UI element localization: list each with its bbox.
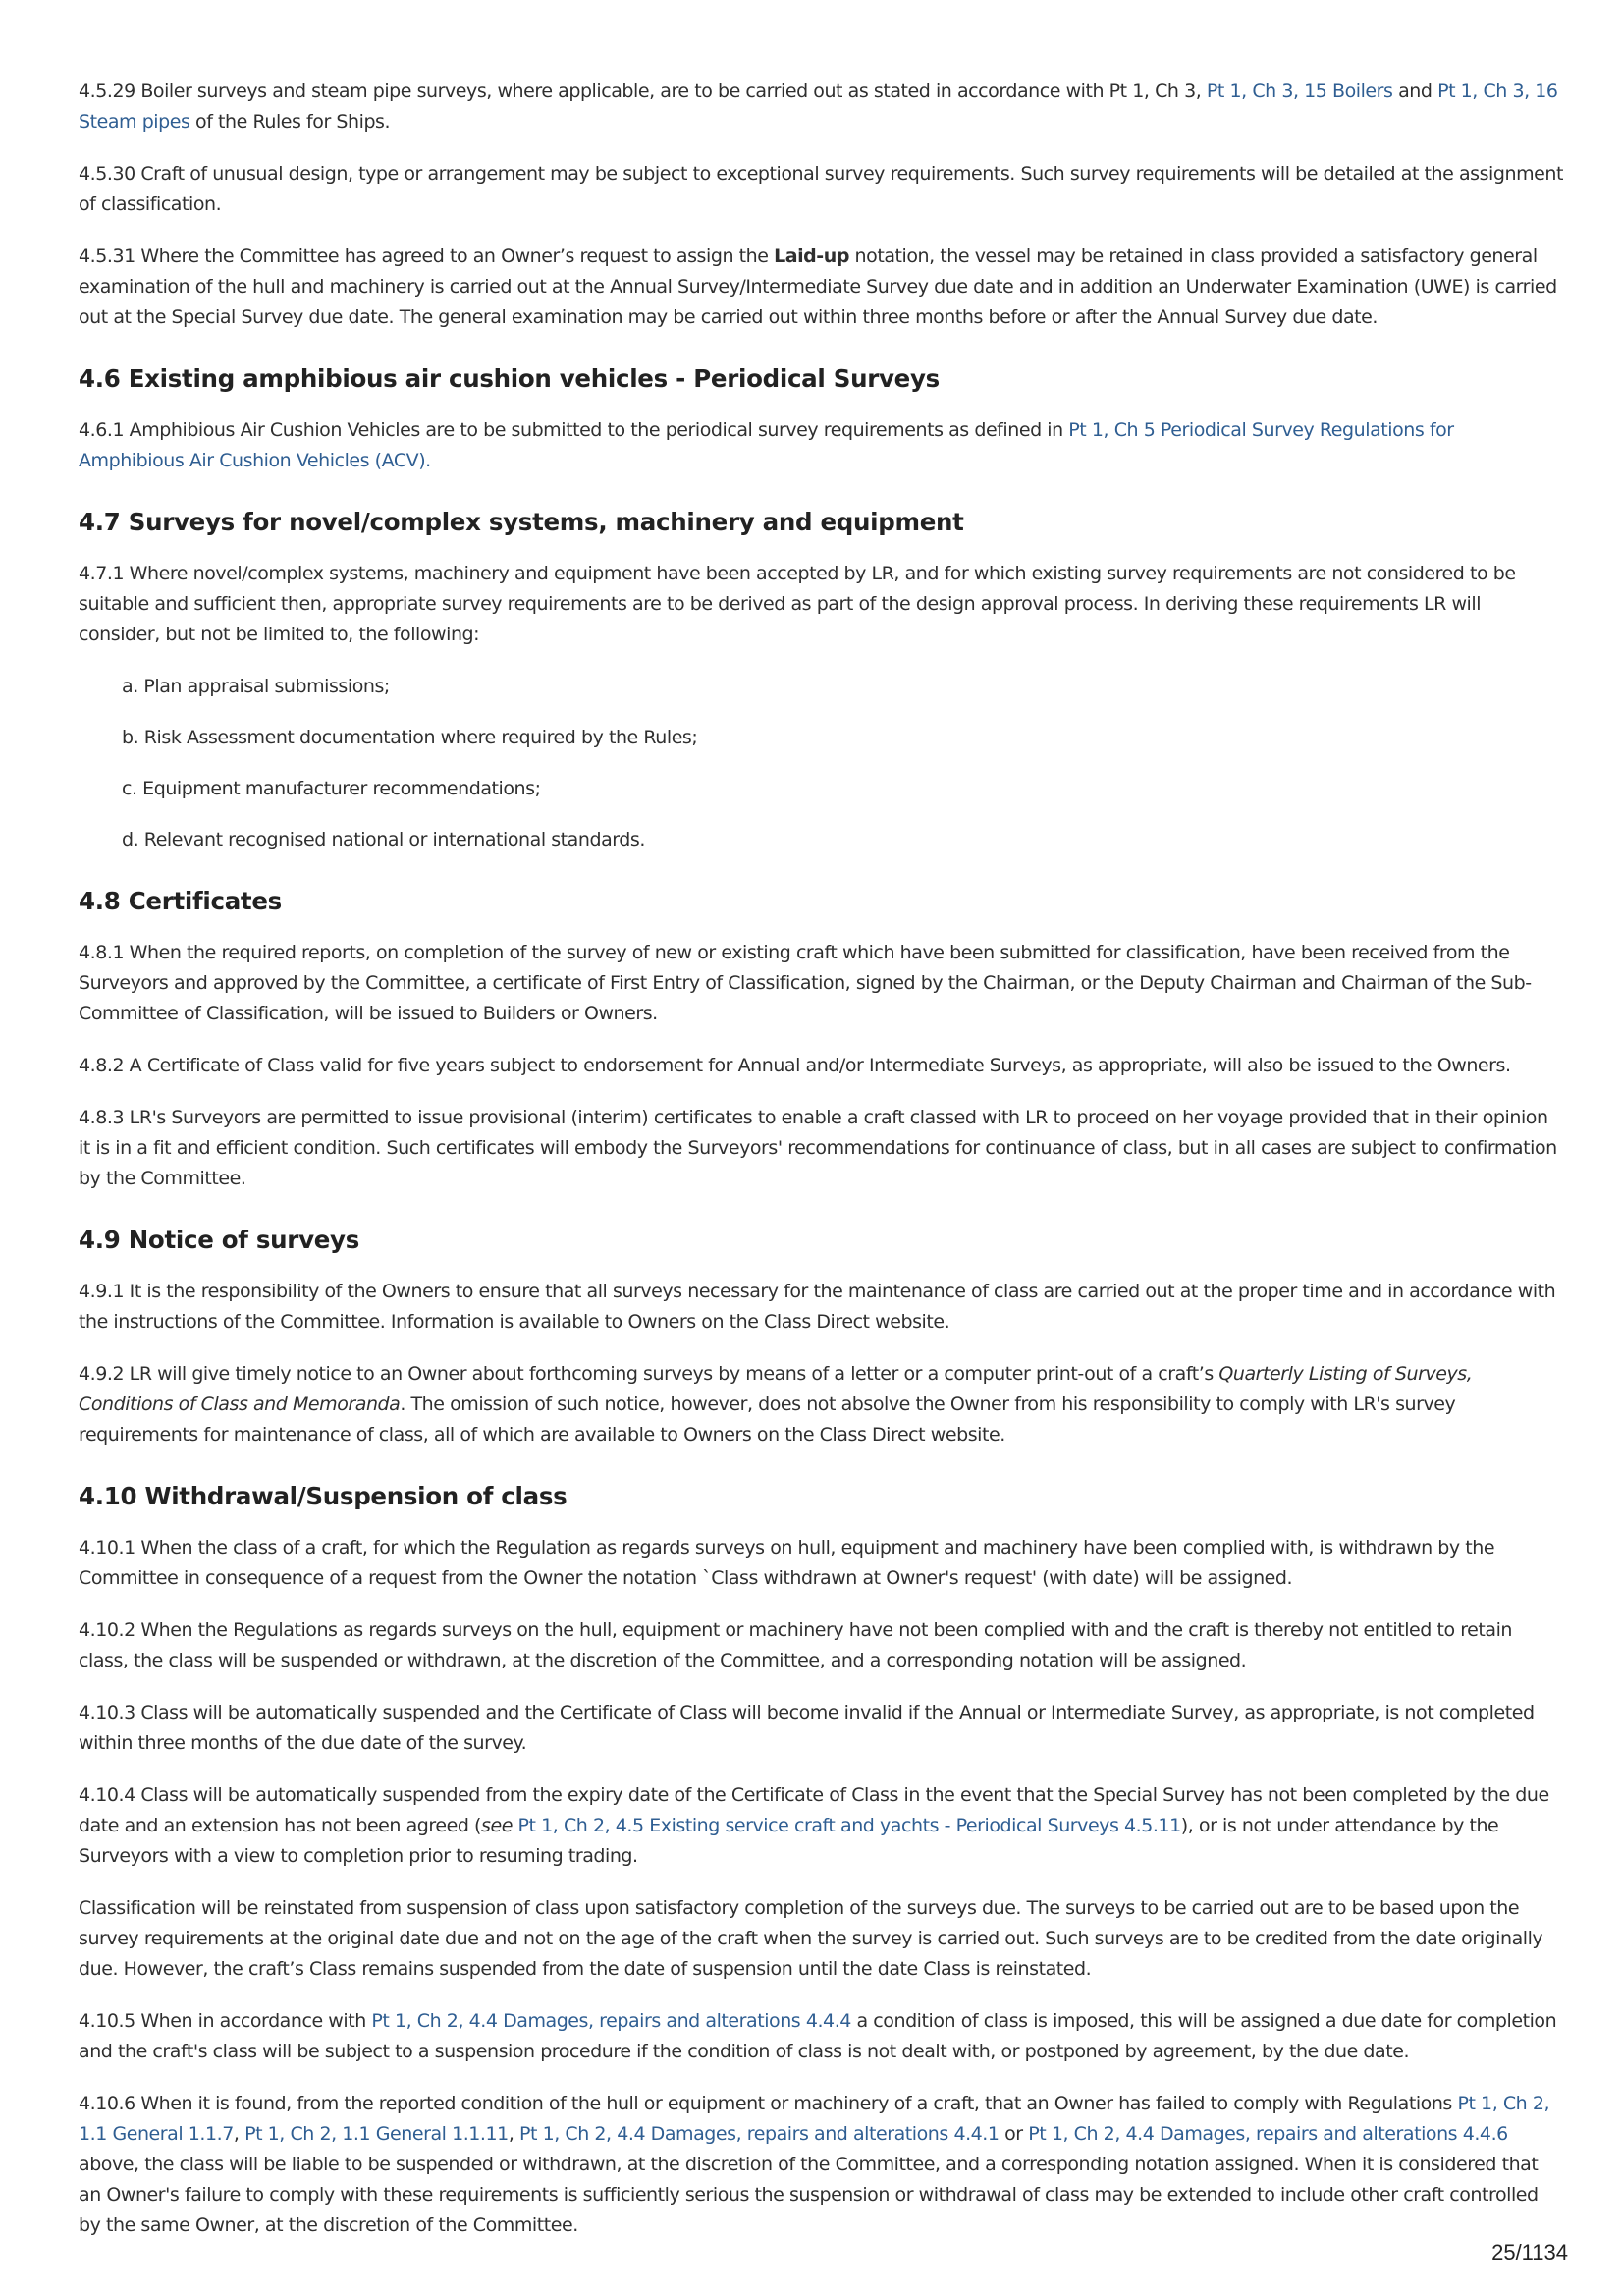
paragraph-text: 4.9.2 LR will give timely notice to an Owner about forthcoming surveys by means of a letter or a computer print-out of a craft’s bbox=[79, 1363, 1219, 1385]
paragraph-text: above, the class will be liable to be suspended or withdrawn, at the discretion of the Committee, and a corresponding notation assigned. When it is considered that an Owner's failure to comply with these requirements is sufficiently serious the suspension or withdrawal of class may be extended to include other craft controlled by the same Owner, at the discretion of the Committee. bbox=[79, 2154, 1539, 2236]
link-boilers[interactable]: Pt 1, Ch 3, 15 Boilers bbox=[1206, 81, 1393, 102]
link-general-1-1-11[interactable]: Pt 1, Ch 2, 1.1 General 1.1.11 bbox=[244, 2123, 509, 2145]
document-body bbox=[79, 77, 1563, 2263]
paragraph-reinstatement: Classification will be reinstated from suspension of class upon satisfactory completion of the surveys due. The surveys to be carried out are to be based upon the survey requirements at the original date due and not on the age of the craft when the survey is carried out. Such surveys are to be credited from the date originally due. However, the craft’s Class remains suspended from the date of suspension until the date Class is reinstated. bbox=[79, 1897, 1543, 1980]
paragraph-4-6-1 bbox=[79, 415, 1563, 476]
separator: , bbox=[508, 2123, 519, 2145]
paragraph-4-8-1: 4.8.1 When the required reports, on completion of the survey of new or existing craft which have been submitted for classification, have been received from the Surveyors and approved by the Committee, a certificate of First Entry of Classification, signed by the Chairman, or the Deputy Chairman and Chairman of the Sub-Committee of Classification, will be issued to Builders or Owners. bbox=[79, 942, 1532, 1024]
separator: or bbox=[999, 2123, 1029, 2145]
paragraph-4-8-2: 4.8.2 A Certificate of Class valid for five years subject to endorsement for Annual and/or Intermediate Surveys, as appropriate, will also be issued to the Owners. bbox=[79, 1055, 1511, 1076]
paragraph-text: . The omission of such notice, however, does not absolve the Owner from his responsibility to comply with LR's survey requirements for maintenance of class, all of which are available to Owners on the Class Direct website. bbox=[79, 1394, 1456, 1446]
paragraph-4-10-1: 4.10.1 When the class of a craft, for which the Regulation as regards surveys on hull, equipment and machinery have been complied with, is withdrawn by the Committee in consequence of a request from the Owner the notation `Class withdrawn at Owner's request' (with date) will be assigned. bbox=[79, 1537, 1495, 1589]
list-item-c: c. Equipment manufacturer recommendations; bbox=[122, 778, 541, 799]
heading-4-7: 4.7 Surveys for novel/complex systems, machinery and equipment bbox=[79, 508, 964, 536]
paragraph-4-10-3: 4.10.3 Class will be automatically suspended and the Certificate of Class will become invalid if the Annual or Intermediate Survey, as appropriate, is not completed within three months of the due date of the survey. bbox=[79, 1702, 1535, 1754]
heading-4-9: 4.9 Notice of surveys bbox=[79, 1226, 360, 1254]
list-item-a: a. Plan appraisal submissions; bbox=[122, 676, 390, 697]
paragraph-4-7-1: 4.7.1 Where novel/complex systems, machinery and equipment have been accepted by LR, and for which existing survey requirements are not considered to be suitable and sufficient then, appropriate survey requirements are to be derived as part of the design approval process. In deriving these requirements LR will consider, but not be limited to, the following: bbox=[79, 563, 1516, 645]
paragraph-text: 4.5.29 Boiler surveys and steam pipe surveys, where applicable, are to be carried out as stated in accordance with Pt 1, Ch 3, bbox=[79, 81, 1207, 102]
paragraph-4-8-3: 4.8.3 LR's Surveyors are permitted to issue provisional (interim) certificates to enable a craft classed with LR to proceed on her voyage provided that in their opinion it is in a fit and efficient condition. Such certificates will embody the Surveyors' recommendations for continuance of class, but in all cases are subject to confirmation by the Committee. bbox=[79, 1107, 1557, 1189]
paragraph-text: 4.10.6 When it is found, from the reported condition of the hull or equipment or machinery of a craft, that an Owner has failed to comply with Regulations bbox=[79, 2093, 1458, 2114]
heading-4-6: 4.6 Existing amphibious air cushion vehicles - Periodical Surveys bbox=[79, 364, 940, 393]
link-general-1-1-7[interactable]: Pt 1, Ch 2, 1.1 General 1.1.7 bbox=[79, 2093, 1550, 2145]
see-reference: see bbox=[481, 1815, 513, 1836]
link-acv-regulations[interactable]: Pt 1, Ch 5 Periodical Survey Regulations for Amphibious Air Cushion Vehicles (ACV). bbox=[79, 419, 1454, 471]
paragraph-text: 4.10.4 Class will be automatically suspended from the expiry date of the Certificate of Class in the event that the Special Survey has not been completed by the due date and an extension has not been agreed ( bbox=[79, 1784, 1549, 1836]
list-item-d: d. Relevant recognised national or international standards. bbox=[122, 829, 645, 850]
paragraph-text: ), or is not under attendance by the Surveyors with a view to completion prior to resuming trading. bbox=[79, 1815, 1499, 1867]
heading-4-10: 4.10 Withdrawal/Suspension of class bbox=[79, 1482, 568, 1510]
document-title: Quarterly Listing of Surveys, Conditions of Class and Memoranda bbox=[79, 1363, 1473, 1415]
paragraph-4-5-31 bbox=[79, 242, 1563, 333]
paragraph-text: 4.5.31 Where the Committee has agreed to an Owner’s request to assign the bbox=[79, 246, 775, 267]
link-damages-4-4-1[interactable]: Pt 1, Ch 2, 4.4 Damages, repairs and alterations 4.4.1 bbox=[519, 2123, 1000, 2145]
link-damages-4-4-4[interactable]: Pt 1, Ch 2, 4.4 Damages, repairs and alterations 4.4.4 bbox=[371, 2010, 851, 2032]
paragraph-text: a condition of class is imposed, this will be assigned a due date for completion and the craft's class will be subject to a suspension procedure if the condition of class is not dealt with, or postponed by agreement, by the due date. bbox=[79, 2010, 1557, 2062]
paragraph-text: 4.6.1 Amphibious Air Cushion Vehicles are to be submitted to the periodical survey requirements as defined in bbox=[79, 419, 1069, 441]
paragraph-4-9-1: 4.9.1 It is the responsibility of the Owners to ensure that all surveys necessary for the maintenance of class are carried out at the proper time and in accordance with the instructions of the Committee. Information is available to Owners on the Class Direct website. bbox=[79, 1281, 1556, 1333]
paragraph-4-10-6 bbox=[79, 2089, 1563, 2241]
link-periodical-surveys[interactable]: Pt 1, Ch 2, 4.5 Existing service craft and yachts - Periodical Surveys 4.5.11 bbox=[517, 1815, 1181, 1836]
paragraph-4-10-2: 4.10.2 When the Regulations as regards surveys on the hull, equipment or machinery have not been complied with and the craft is thereby not entitled to retain class, the class will be suspended or withdrawn, at the discretion of the Committee, and a corresponding notation will be assigned. bbox=[79, 1619, 1513, 1671]
list-item-b: b. Risk Assessment documentation where required by the Rules; bbox=[122, 727, 698, 748]
paragraph-4-10-5 bbox=[79, 2006, 1563, 2067]
paragraph-4-9-2 bbox=[79, 1359, 1563, 1450]
page-number: 25/1134 bbox=[1491, 2240, 1568, 2265]
paragraph-4-5-29 bbox=[79, 77, 1563, 137]
paragraph-4-10-4 bbox=[79, 1780, 1563, 1872]
paragraph-text: notation, the vessel may be retained in class provided a satisfactory general examination of the hull and machinery is carried out at the Annual Survey/Intermediate Survey due date and in addition an Underwater Examination (UWE) is carried out at the Special Survey due date. The general examination may be carried out within three months before or after the Annual Survey due date. bbox=[79, 246, 1557, 328]
heading-4-8: 4.8 Certificates bbox=[79, 887, 282, 915]
laid-up-notation: Laid-up bbox=[774, 246, 849, 267]
paragraph-text: of the Rules for Ships. bbox=[189, 111, 391, 133]
paragraph-4-5-30: 4.5.30 Craft of unusual design, type or arrangement may be subject to exceptional survey requirements. Such survey requirements will be detailed at the assignment of classification. bbox=[79, 163, 1563, 215]
link-steam-pipes[interactable]: Pt 1, Ch 3, 16 Steam pipes bbox=[79, 81, 1558, 133]
paragraph-text: 4.10.5 When in accordance with bbox=[79, 2010, 372, 2032]
separator: , bbox=[233, 2123, 245, 2145]
link-damages-4-4-6[interactable]: Pt 1, Ch 2, 4.4 Damages, repairs and alterations 4.4.6 bbox=[1028, 2123, 1508, 2145]
paragraph-text: and bbox=[1392, 81, 1438, 102]
